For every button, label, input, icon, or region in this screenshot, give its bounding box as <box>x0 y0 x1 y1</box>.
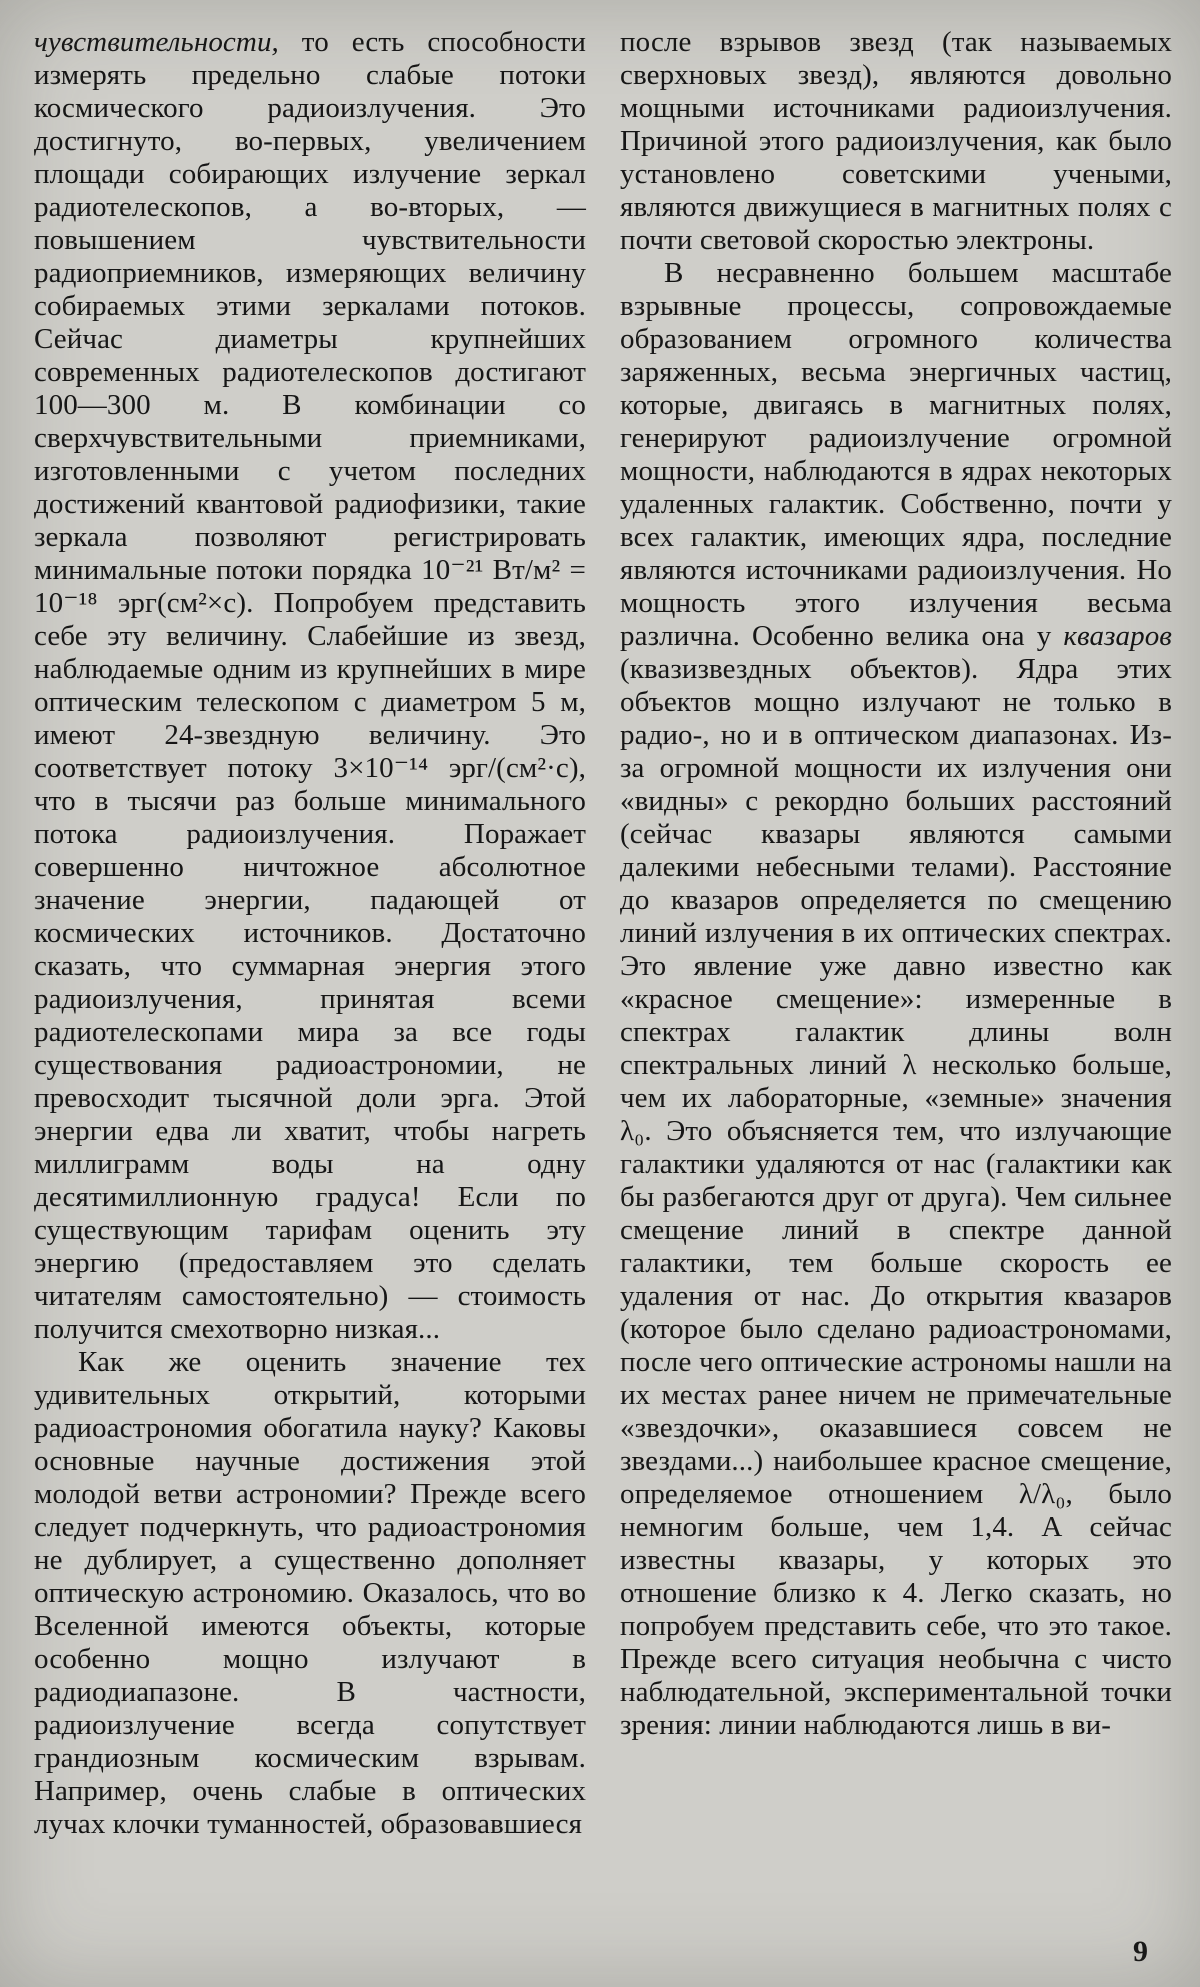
paragraph <box>620 26 1172 257</box>
text-run: после взрывов звезд (так называемых сверхновых звезд), являются довольно мощными источниками радиоизлучения. Причиной этого радиоизлучения, как было установлено советскими учеными, являются движущиеся в магнитных полях с почти световой скоростью электроны. <box>620 26 1172 256</box>
left-column <box>34 26 586 1841</box>
paragraph <box>34 1346 586 1841</box>
text-columns <box>34 26 1172 1841</box>
page-number: 9 <box>1133 1935 1148 1968</box>
right-column <box>620 26 1172 1841</box>
paragraph <box>620 257 1172 1742</box>
italic-text-run: квазаров <box>1063 620 1172 652</box>
text-run: В несравненно большем масштабе взрывные процессы, сопровождаемые образованием огромного количества заряженных, весьма энергичных частиц, которые, двигаясь в магнитных полях, генерируют радиоизлучение огромной мощности, наблюдаются в ядрах некоторых удаленных галактик. Собственно, почти у всех галактик, имеющих ядра, последние являются источниками радиоизлучения. Но мощность этого излучения весьма различна. Особенно велика она у <box>620 257 1172 652</box>
italic-text-run: чувствительности, <box>34 26 279 58</box>
text-run: то есть способности измерять предельно слабые потоки космического радиоизлучения. Это достигнуто, во-первых, увеличением площади собирающих излучение зеркал радиотелескопов, а во-вторых, — повышением чувствительности радиоприемников, измеряющих величину собираемых этими зеркалами потоков. Сейчас диаметры крупнейших современных радиотелескопов достигают 100—300 м. В комбинации со сверхчувствительными приемниками, изготовленными с учетом последних достижений квантовой радиофизики, такие зеркала позволяют регистрировать минимальные потоки порядка 10⁻²¹ Вт/м² = 10⁻¹⁸ эрг(см²×с). Попробуем представить себе эту величину. Слабейшие из звезд, наблюдаемые одним из крупнейших в мире оптическим телескопом с диаметром 5 м, имеют 24-звездную величину. Это соответствует потоку 3×10⁻¹⁴ эрг/(см²·с), что в тысячи раз больше минимального потока радиоизлучения. Поражает совершенно ничтожное абсолютное значение энергии, падающей от космических источников. Достаточно сказать, что суммарная энергия этого радиоизлучения, принятая всеми радиотелескопами мира за все годы существования радиоастрономии, не превосходит тысячной доли эрга. Этой энергии едва ли хватит, чтобы нагреть миллиграмм воды на одну десятимиллионную градуса! Если по существующим тарифам оценить эту энергию (предоставляем это сделать читателям самостоятельно) — стоимость получится смехотворно низкая... <box>34 26 586 1345</box>
paragraph <box>34 26 586 1346</box>
text-run: Как же оценить значение тех удивительных открытий, которыми радиоастрономия обогатила науку? Каковы основные научные достижения этой молодой ветви астрономии? Прежде всего следует подчеркнуть, что радиоастрономия не дублирует, а существенно дополняет оптическую астрономию. Оказалось, что во Вселенной имеются объекты, которые особенно мощно излучают в радиодиапазоне. В частности, радиоизлучение всегда сопутствует грандиозным космическим взрывам. Например, очень слабые в оптических лучах клочки туманностей, образовавшиеся <box>34 1346 586 1840</box>
text-run: (квазизвездных объектов). Ядра этих объектов мощно излучают не только в радио-, но и в оптическом диапазонах. Из-за огромной мощности их излучения они «видны» с рекордно больших расстояний (сейчас квазары являются самыми далекими небесными телами). Расстояние до квазаров определяется по смещению линий излучения в их оптических спектрах. Это явление уже давно известно как «красное смещение»: измеренные в спектрах галактик длины волн спектральных линий λ несколько больше, чем их лабораторные, «земные» значения λ₀. Это объясняется тем, что излучающие галактики удаляются от нас (галактики как бы разбегаются друг от друга). Чем сильнее смещение линий в спектре данной галактики, тем больше скорость ее удаления от нас. До открытия квазаров (которое было сделано радиоастрономами, после чего оптические астрономы нашли на их местах ранее ничем не примечательные «звездочки», оказавшиеся совсем не звездами...) наибольшее красное смещение, определяемое отношением λ/λ₀, было немногим больше, чем 1,4. А сейчас известны квазары, у которых это отношение близко к 4. Легко сказать, но попробуем представить себе, что это такое. Прежде всего ситуация необычна с чисто наблюдательной, экспериментальной точки зрения: линии наблюдаются лишь в ви- <box>620 653 1172 1741</box>
